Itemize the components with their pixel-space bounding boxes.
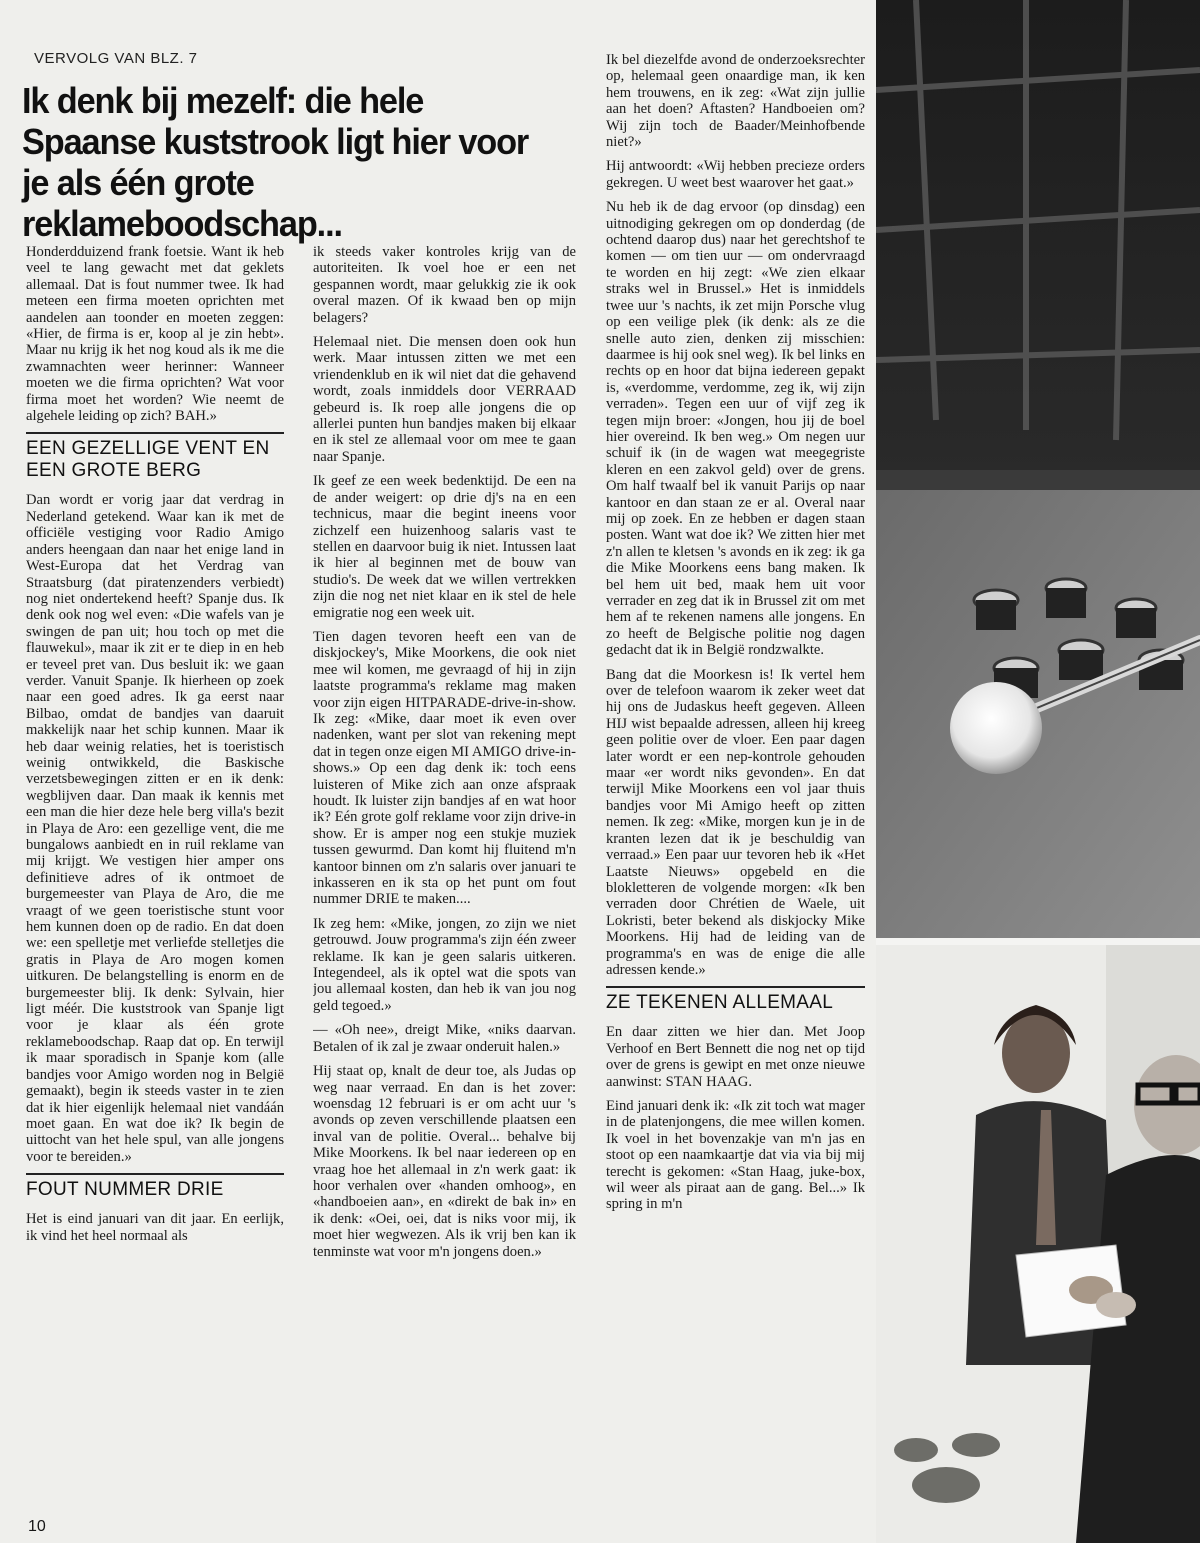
subheading: FOUT NUMMER DRIE — [26, 1173, 284, 1201]
text-column-2 — [313, 244, 576, 1534]
billiards-photo-illustration — [876, 0, 1200, 938]
paragraph: Het is eind januari van dit jaar. En eerlijk, ik vind het heel normaal als — [26, 1211, 284, 1244]
paragraph: — «Oh nee», dreigt Mike, «niks daarvan. Betalen of ik zal je zwaar onderuit halen.» — [313, 1022, 576, 1055]
subheading: ZE TEKENEN ALLEMAAL — [606, 986, 865, 1014]
subheading: EEN GEZELLIGE VENT EN EEN GROTE BERG — [26, 432, 284, 482]
paragraph: En daar zitten we hier dan. Met Joop Verhoof en Bert Bennett die nog net op tijd over de grens is gewipt en met onze nieuwe aanwinst: STAN HAAG. — [606, 1024, 865, 1090]
article-headline: Ik denk bij mezelf: die hele Spaanse kuststrook ligt hier voor je als één grote reklameboodschap... — [22, 80, 529, 244]
paragraph: ik steeds vaker kontroles krijg van de autoriteiten. Ik voel hoe er een net gespannen wordt, maar gelukkig zie ik ook overal mazen. Of ik kwaad ben op mijn belagers? — [313, 244, 576, 326]
handshake-photo — [876, 945, 1200, 1543]
paragraph: Helemaal niet. Die mensen doen ook hun werk. Maar intussen zitten we met een vriendenklub en ik wil niet dat die gehavend wordt, zoals inmiddels door VERRAAD gebeurd is. Ik roep alle jongens die op allerlei punten hun bandjes maken bij elkaar en ik stel ze allemaal voor om mee te gaan naar Spanje. — [313, 334, 576, 465]
text-column-3 — [606, 52, 865, 1534]
handshake-photo-illustration — [876, 945, 1200, 1543]
paragraph: Eind januari denk ik: «Ik zit toch wat mager in de platenjongens, die mee willen komen. Ik voel in het bovenzakje van m'n jas en stoot op een naamkaartje dat via via bij mij terecht is gekomen: «Stan Haag, juke-box, wil weer als piraat aan de gang. Bel...» Ik spring in m'n — [606, 1097, 865, 1213]
paragraph: Honderdduizend frank foetsie. Want ik heb veel te lang gewacht met dat geklets allemaal. Dat is fout nummer twee. Ik had meteen een firma moeten oprichten met aandelen aan toonder en moeten zeggen: «Hier, de firma is er, koop al je zin hebt». Maar nu krijg ik het nog koud als ik me die zwamnachten weer herinner: Wanneer moeten we die firma oprichten? Wat voor firma moet het worden? Wie neemt de algehele leiding op zich? BAH.» — [26, 244, 284, 425]
paragraph: Hij staat op, knalt de deur toe, als Judas op weg naar verraad. En dan is het zover: woensdag 12 februari is er om acht uur 's avonds op zeven verschillende plaatsen een inval van de politie. Overal... behalve bij Mike Moorkens. Ik bel naar iedereen op en vraag hoe het allemaal in z'n werk gaat: ik hoor verhalen over «handen omhoog», en «handboeien aan», en «direkt de bak in» en ik denk: «Oei, oei, dat is niks voor mij, ik moet hier wegwezen. Als ik vrij ben kan ik tenminste wat voor m'n jongens doen.» — [313, 1063, 576, 1260]
paragraph: Hij antwoordt: «Wij hebben precieze orders gekregen. U weet best waarover het gaat.» — [606, 158, 865, 191]
continuation-kicker: VERVOLG VAN BLZ. 7 — [34, 50, 198, 67]
paragraph: Tien dagen tevoren heeft een van de diskjockey's, Mike Moorkens, die ook niet mee wil komen, me gevraagd of hij in zijn laatste programma's reklame mag maken voor zijn eigen HITPARADE-drive-in-show. Ik zeg: «Mike, daar moet ik even over nadenken, want per slot van rekening mept dat in tegen onze eigen MI AMIGO drive-in-shows.» Op een dag denk ik: toch eens luisteren of Mike zich aan onze afspraak houdt. Ik luister zijn bandjes af en wat hoor ik? Eén grote golf reklame voor zijn drive-in show. Er is amper nog een stukje muziek tussen gewurmd. Dan komt hij fluitend m'n kantoor binnen om z'n salaris over januari te inkasseren en ik sta op het punt om fout nummer DRIE te maken.... — [313, 628, 576, 908]
page-number: 10 — [28, 1518, 46, 1535]
paragraph: Bang dat die Moorkesn is! Ik vertel hem over de telefoon waarom ik zeker weet dat hij ons de Judaskus heeft gegeven. Alleen HIJ wist bepaalde adressen, alleen hij kreeg geen politie over de vloer. Een paar dagen later wordt er een nep-kontrole gehouden maar «er wordt niks gevonden». En dat terwijl Mike Moorkens een vol jaar thuis bandjes voor Mi Amigo heeft op zitten nemen. Ik zeg: «Mike, morgen kun je in de kranten lezen dat ik je beschuldig van verraad.» Een paar uur tevoren heb ik «Het Laatste Nieuws» opgebeld en die blokletteren de volgende morgen: «Ik ben verraden door Chrétien de Waele, uit Lokristi, beter bekend als diskjocky Mike Moorkens. Hij had de leiding van de programma's en was de enige die alle adressen kende.» — [606, 666, 865, 978]
paragraph: Ik bel diezelfde avond de onderzoeksrechter op, helemaal geen onaardige man, ik ken hem trouwens, en ik zeg: «Wat zijn jullie aan het doen? Aftasten? Handboeien om? Wij zijn toch de Baader/Meinhofbende niet?» — [606, 52, 865, 151]
text-column-1 — [26, 244, 284, 1534]
paragraph: Ik zeg hem: «Mike, jongen, zo zijn we niet getrouwd. Jouw programma's zijn één zweer reklame. Ik kan je geen salaris uitkeren. Integendeel, als ik optel wat die spots van jou allemaal kosten, dan heb ik van jou nog geld tegoed.» — [313, 915, 576, 1014]
paragraph: Nu heb ik de dag ervoor (op dinsdag) een uitnodiging gekregen om op donderdag (de ochtend daarop dus) naar het gerechtshof te komen — om tien uur — om ondervraagd te worden en hij zegt: «We zien elkaar straks wel in Brussel.» Het is inmiddels twee uur 's nachts, ik zet mijn Porsche vlug op een veilige plek (ik denk: als ze die snelle auto zien, denken zij misschien: daarmee is hij ook snel weg). Ik bel links en rechts op en hoor dat bijna iedereen gepakt is, «verdomme, verdomme, zeg ik, wij zijn verraden». Tegen een uur of vijf zeg ik tegen mijn broer: «Jongen, hou jij de boel hier overeind. Ik ben weg.» Om negen uur schuif ik (in de wagen wat meegegriste kleren en een zakvol geld) over de grens. Om half twaalf bel ik vanuit Parijs op naar kantoor en dan staan ze er al. Overal naar mij op zoek. En ze hebben er dagen staan posten. Want wat doe ik? We zitten hier met z'n allen te kletsen 's avonds en ik zeg: ik ga die Mike Moorkens eens bang maken. Ik bel hem uit bed, maak hem uit voor verrader en zeg dat ik in Brussel zit om met hem af te rekenen namens alle jongens. En zo heeft de Belgische politie nog dagen gedacht dat ik in België rondzwalkte. — [606, 199, 865, 659]
billiards-photo — [876, 0, 1200, 938]
paragraph: Dan wordt er vorig jaar dat verdrag in Nederland getekend. Waar kan ik met de officiële vestiging voor Radio Amigo anders heengaan dan naar het enige land in West-Europa dat het Verdrag van Straatsburg (dat piratenzenders verbiedt) nog niet ondertekend heeft? Spanje dus. Ik denk ook nog wel even: «Die wafels van je swingen de pan uit; hou toch op met die flauwekul», maar ik zit er te diep in en heb er teveel pret van. Dus besluit ik: we gaan verder. Vanuit Spanje. Ik hierheen op zoek naar een goed adres. Ik ga eerst naar Bilbao, omdat de bandjes van daaruit makkelijk naar het schip kunnen. Maar ik heb daar weinig relaties, het is toeristisch weinig ontwikkeld, die Baskische verzetsbewegingen zitten er en ik denk: wegblijven daar. Dan maak ik kennis met een man die hier deze hele berg villa's bezit in Playa de Aro: een gezellige vent, die me bungalows aanbiedt en in ruil reklame van mij krijgt. We vestigen hier amper ons definitieve adres of ik ontmoet de burgemeester van Playa de Aro, die me vraagt of we geen toeristische stunt voor hem kunnen doen op de radio. En dat doen we: een spelletje met verliefde stelletjes die gratis in Playa de Aro mogen komen uitkuren. De belangstelling is enorm en de burgemeester blij. Ik denk: Sylvain, hier ligt méér. Die kuststrook van Spanje ligt voor je klaar als één grote reklameboodschap. Raap dat op. En terwijl ik maar sporadisch in Spanje kom (alle bandjes voor Amigo worden nog in België gemaakt), begin ik steeds vaster in te zien dat ik hier eigenlijk helemaal niet vandáán moet gaan. En wat doe ik? Ik begin de uittocht van het hele spul, van alle jongens voor te bereiden.» — [26, 492, 284, 1165]
paragraph: Ik geef ze een week bedenktijd. De een na de ander weigert: op drie dj's na en een technicus, maar die begint ineens voor zichzelf een huizenhoog salaris vast te stellen en daarvoor buig ik niet. Intussen laat ik hier al beginnen met de bouw van studio's. De week dat we willen vertrekken zijn die nog net niet klaar en ik stel de hele emigratie nog een week uit. — [313, 473, 576, 621]
photo-divider — [876, 938, 1200, 945]
